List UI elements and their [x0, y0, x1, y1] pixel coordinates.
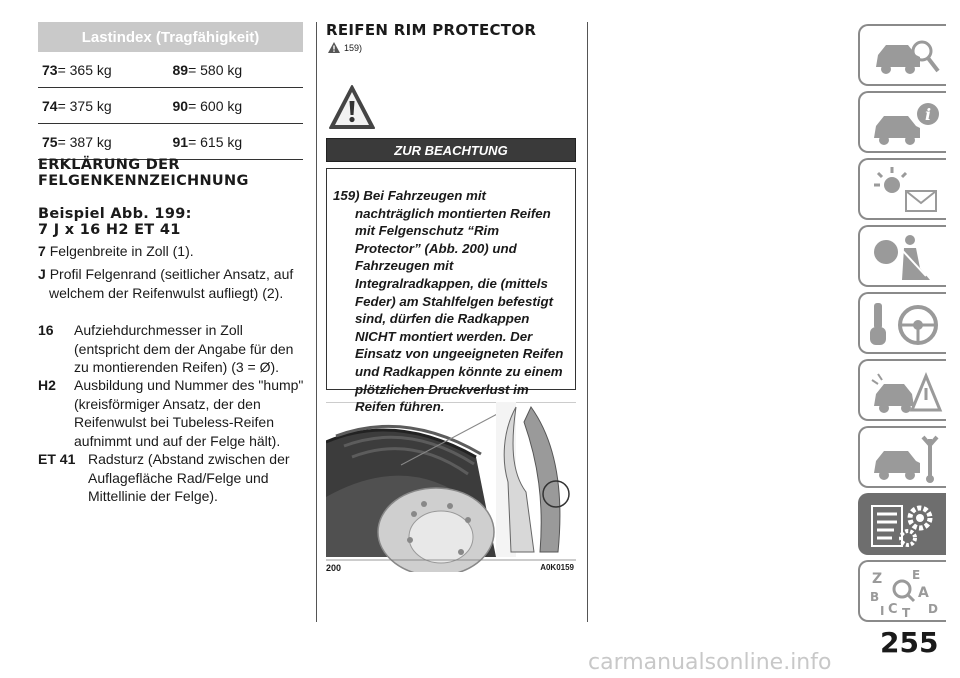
table-row [38, 52, 303, 88]
definition-item [38, 376, 312, 450]
airbag-seat-icon [868, 232, 944, 284]
load-value: = 615 kg [188, 133, 243, 150]
load-code: 73 [42, 61, 58, 78]
reference-number: 159) [344, 43, 363, 53]
svg-text:Z: Z [872, 571, 883, 587]
definition-text: Profil Felgenrand (seitlicher Ansatz, auf welchem der Reifenwulst aufliegt) (2). [49, 266, 294, 301]
warning-lights-mail-icon [868, 165, 944, 217]
chapter-tab-maintenance[interactable] [858, 426, 946, 488]
definition-text: Ausbildung und Nummer des "hump" (kreisförmiger Ansatz, der den Reifenwulst bei Tubeless-Reifen aufnimmt und auf der Felge hält). [74, 377, 304, 449]
chapter-tab-safety-info[interactable] [858, 91, 946, 153]
watermark: carmanualsonline.info [588, 650, 832, 675]
car-info-icon [868, 98, 944, 150]
definition-item [38, 242, 308, 261]
rim-marking-heading: ERKLÄRUNG DER FELGENKENNZEICHNUNG [38, 157, 249, 189]
load-value: = 387 kg [57, 133, 112, 150]
load-value: = 365 kg [57, 61, 112, 78]
load-value: = 600 kg [188, 97, 243, 114]
car-search-icon [868, 31, 944, 83]
load-value: = 375 kg [57, 97, 112, 114]
column-divider [587, 22, 588, 622]
definition-term: 7 [38, 243, 46, 259]
load-code: 91 [172, 133, 189, 150]
definition-item [38, 450, 316, 506]
rim-protector-illustration [326, 402, 576, 572]
svg-text:B: B [870, 590, 880, 604]
load-index-table [38, 22, 303, 160]
key-steering-wheel-icon [868, 299, 944, 351]
figure-code: A0K0159 [540, 563, 574, 572]
load-code: 89 [172, 61, 189, 78]
page-number: 255 [880, 626, 939, 659]
definition-item [38, 265, 311, 302]
definition-text: Aufziehdurchmesser in Zoll (entspricht dem der Angabe für den zu montierenden Reifen) (3 = Ø). [74, 322, 294, 375]
reference-marker [328, 42, 362, 53]
definition-term: ET 41 [38, 451, 76, 467]
figure-rim-protector [326, 402, 576, 572]
chapter-tab-emergency[interactable] [858, 359, 946, 421]
rim-example-heading: Beispiel Abb. 199: 7 J x 16 H2 ET 41 [38, 206, 192, 238]
svg-text:A: A [918, 585, 929, 601]
svg-text:i: i [924, 105, 932, 124]
definition-term: J [38, 266, 46, 282]
definition-text: Felgenbreite in Zoll (1). [49, 243, 194, 259]
chapter-tab-starting-driving[interactable] [858, 292, 946, 354]
rim-protector-title: REIFEN RIM PROTECTOR [326, 21, 537, 39]
warning-header: ZUR BEACHTUNG [326, 138, 576, 162]
definition-term: H2 [38, 377, 56, 393]
load-index-table-header: Lastindex (Tragfähigkeit) [38, 22, 303, 52]
column-divider [316, 22, 317, 622]
table-row [38, 124, 303, 160]
technical-data-gears-icon [868, 500, 944, 552]
chapter-tab-index[interactable] [858, 560, 946, 622]
svg-text:E: E [912, 568, 921, 582]
svg-text:C: C [888, 602, 898, 617]
definition-term: 16 [38, 322, 54, 338]
chapter-tab-dashboard[interactable] [858, 24, 946, 86]
load-code: 74 [42, 97, 58, 114]
load-code: 90 [172, 97, 189, 114]
figure-number: 200 [326, 563, 342, 573]
small-warning-icon [328, 42, 340, 53]
car-accident-warning-icon [868, 366, 944, 418]
load-value: = 580 kg [188, 61, 243, 78]
car-wrench-icon [868, 433, 944, 485]
chapter-tab-technical-data[interactable] [858, 493, 946, 555]
definition-text: Radsturz (Abstand zwischen der Auflagefläche Rad/Felge und Mittellinie der Felge). [88, 451, 290, 504]
svg-text:I: I [880, 604, 885, 618]
chapter-tab-warning-lights[interactable] [858, 158, 946, 220]
load-code: 75 [42, 133, 58, 150]
chapter-tab-safety[interactable] [858, 225, 946, 287]
table-row [38, 88, 303, 124]
svg-text:T: T [902, 606, 911, 619]
definition-item [38, 321, 312, 377]
index-letters-icon [868, 567, 944, 619]
warning-triangle-icon [328, 84, 376, 130]
warning-text: 159) Bei Fahrzeugen mit nachträglich montierten Reifen mit Felgenschutz “Rim Protector” (Abb. 200) und Fahrzeugen mit Integralradkappen, die (mittels Feder) am Stahlfelgen befestigt sind, dürfen die Radkappen NICHT montiert werden. Der Einsatz von ungeeigneten Reifen und Radkappen könnte zu einem plötzlichen Druckverlust im Reifen führen. [326, 168, 576, 390]
svg-text:D: D [928, 602, 938, 616]
warning-box [326, 138, 576, 415]
